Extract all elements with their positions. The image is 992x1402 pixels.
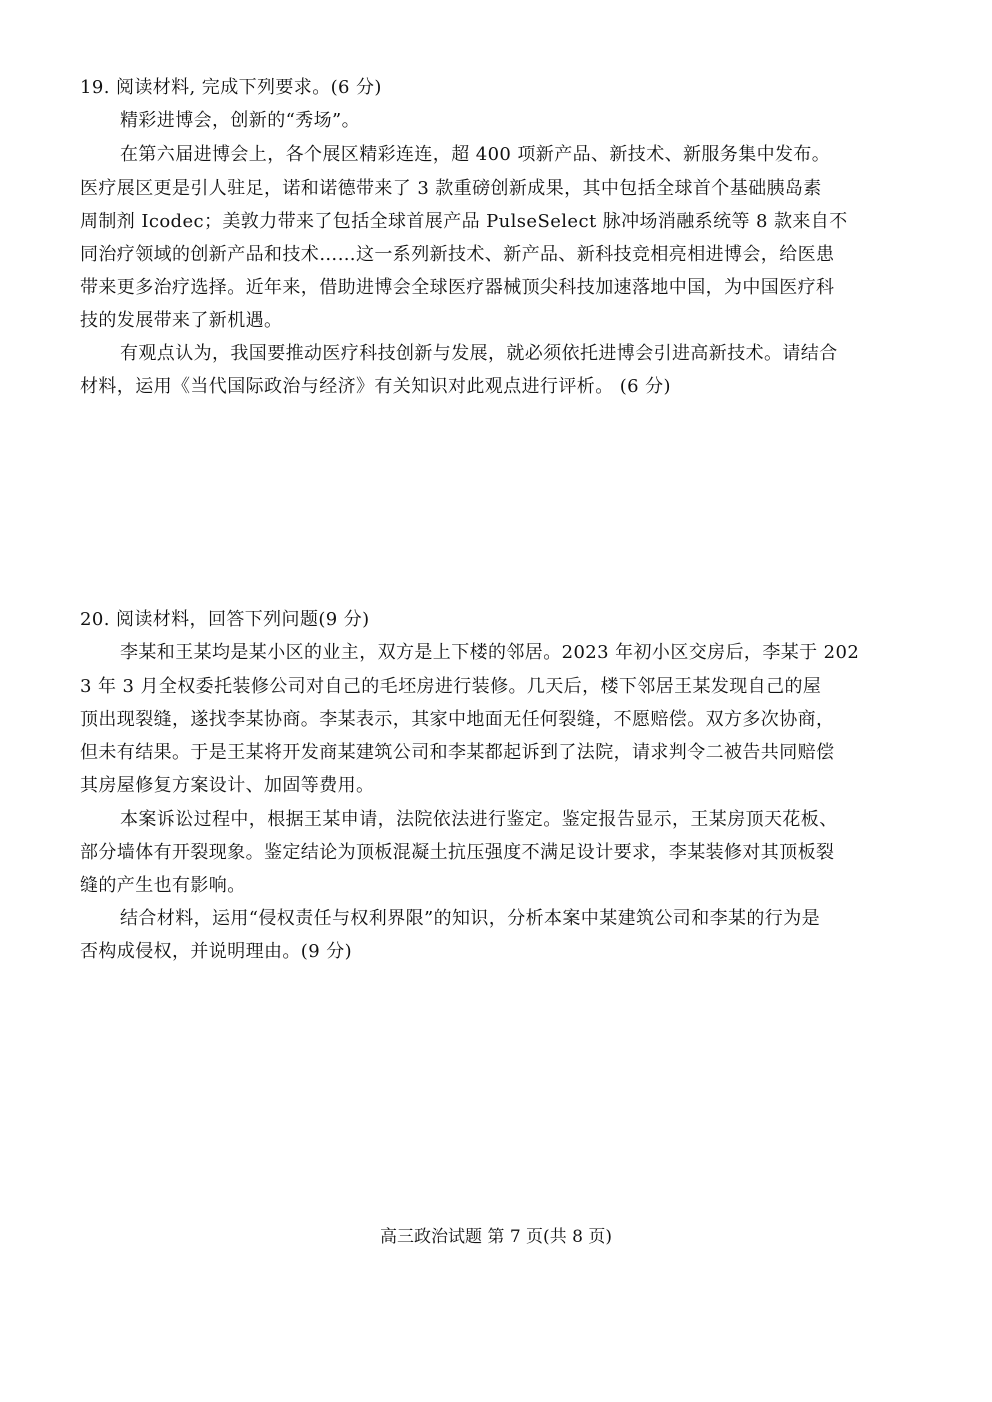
q20-line-9: 结合材料，运用“侵权责任与权利界限”的知识，分析本案中某建筑公司和李某的行为是 <box>120 908 821 929</box>
q19-line-1: 精彩进博会，创新的“秀场”。 <box>120 110 361 131</box>
q20-line-7: 部分墙体有开裂现象。鉴定结论为顶板混凝土抗压强度不满足设计要求，李某装修对其顶板裂 <box>80 842 835 863</box>
q19-line-4: 周制剂 Icodec；美敦力带来了包括全球首展产品 PulseSelect 脉冲场消融系统等 8 款来自不 <box>80 211 848 232</box>
q19-line-2: 在第六届进博会上，各个展区精彩连连，超 400 项新产品、新技术、新服务集中发布。 <box>120 144 831 165</box>
question-20-title: 20. 阅读材料，回答下列问题(9 分) <box>80 609 370 630</box>
q20-line-2: 3 年 3 月全权委托装修公司对自己的毛坯房进行装修。几天后，楼下邻居王某发现自己的屋 <box>80 676 822 697</box>
q20-line-4: 但未有结果。于是王某将开发商某建筑公司和李某都起诉到了法院，请求判令二被告共同赔偿 <box>80 742 835 763</box>
q19-line-3: 医疗展区更是引人驻足，诺和诺德带来了 3 款重磅创新成果，其中包括全球首个基础胰岛素 <box>80 178 822 199</box>
q20-line-1: 李某和王某均是某小区的业主，双方是上下楼的邻居。2023 年初小区交房后，李某于 202 <box>120 642 860 663</box>
q19-line-9: 材料，运用《当代国际政治与经济》有关知识对此观点进行评析。 (6 分) <box>80 376 671 397</box>
q19-line-5: 同治疗领域的创新产品和技术……这一系列新技术、新产品、新科技竞相亮相进博会，给医患 <box>80 244 835 265</box>
q20-line-10: 否构成侵权，并说明理由。(9 分) <box>80 941 353 962</box>
q19-line-8: 有观点认为，我国要推动医疗科技创新与发展，就必须依托进博会引进高新技术。请结合 <box>120 343 838 364</box>
q20-line-6: 本案诉讼过程中，根据王某申请，法院依法进行鉴定。鉴定报告显示，王某房顶天花板、 <box>120 809 838 830</box>
q20-line-5: 其房屋修复方案设计、加固等费用。 <box>80 775 375 796</box>
page-footer: 高三政治试题 第 7 页(共 8 页) <box>380 1227 612 1247</box>
question-19-title: 19. 阅读材料, 完成下列要求。(6 分) <box>80 77 382 98</box>
q20-line-8: 缝的产生也有影响。 <box>80 875 246 896</box>
q19-line-7: 技的发展带来了新机遇。 <box>80 310 283 331</box>
q19-line-6: 带来更多治疗选择。近年来，借助进博会全球医疗器械顶尖科技加速落地中国，为中国医疗科 <box>80 277 835 298</box>
q20-line-3: 顶出现裂缝，遂找李某协商。李某表示，其家中地面无任何裂缝，不愿赔偿。双方多次协商， <box>80 709 835 730</box>
